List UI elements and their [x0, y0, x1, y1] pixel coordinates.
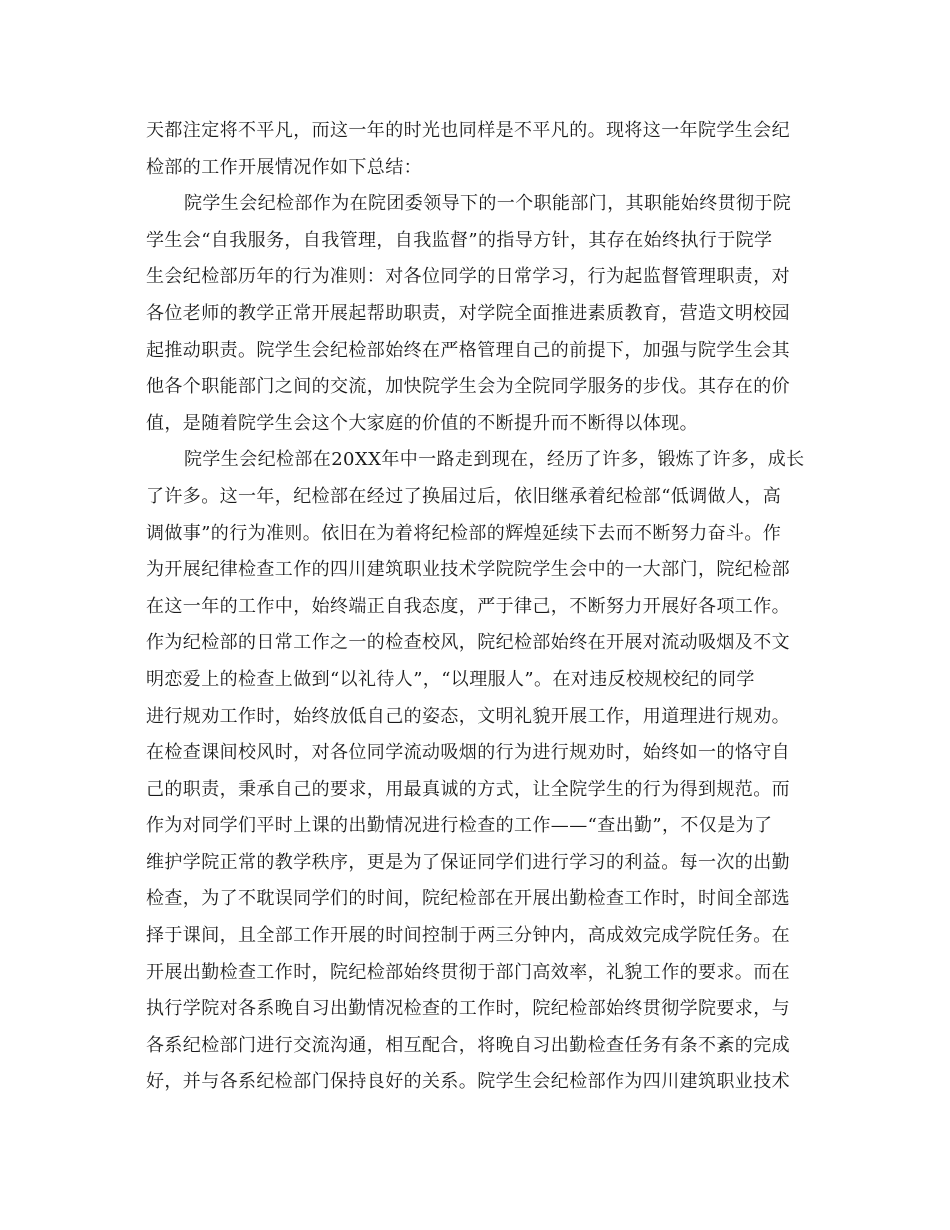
text-line: 调做事”的行为准则。依旧在为着将纪检部的辉煌延续下去而不断努力奋斗。作	[146, 522, 782, 544]
text-line: 检查，为了不耽误同学们的时间，院纪检部在开展出勤检查工作时，时间全部选	[146, 888, 790, 910]
paragraph-1	[146, 113, 802, 186]
text-line: 执行学院对各系晚自习出勤情况检查的工作时，院纪检部始终贯彻学院要求，与	[146, 998, 790, 1020]
text-line: 生会纪检部历年的行为准则：对各位同学的日常学习，行为起监督管理职责，对	[146, 266, 790, 288]
text-line: 己的职责，秉承自己的要求，用最真诚的方式，让全院学生的行为得到规范。而	[146, 778, 790, 800]
document-body	[146, 113, 805, 1101]
text-line: 在这一年的工作中，始终端正自我态度，严于律己，不断努力开展好各项工作。	[146, 595, 790, 617]
text-line: 检部的工作开展情况作如下总结：	[146, 156, 422, 178]
text-line: 维护学院正常的教学秩序，更是为了保证同学们进行学习的利益。每一次的出勤	[146, 851, 790, 873]
text-line: 进行规劝工作时，始终放低自己的姿态，文明礼貌开展工作，用道理进行规劝。	[146, 705, 790, 727]
text-line: 各系纪检部门进行交流沟通，相互配合，将晚自习出勤检查任务有条不紊的完成	[146, 1034, 790, 1056]
text-line: 作为纪检部的日常工作之一的检查校风，院纪检部始终在开展对流动吸烟及不文	[146, 632, 790, 654]
text-line: 学生会“自我服务，自我管理，自我监督”的指导方针，其存在始终执行于院学	[146, 229, 773, 251]
text-line: 天都注定将不平凡，而这一年的时光也同样是不平凡的。现将这一年院学生会纪	[146, 120, 790, 141]
text-line: 开展出勤检查工作时，院纪检部始终贯彻于部门高效率，礼貌工作的要求。而在	[146, 961, 790, 983]
text-line: 作为对同学们平时上课的出勤情况进行检查的工作——“查出勤”，不仅是为了	[146, 815, 773, 837]
text-line: 各位老师的教学正常开展起帮助职责，对学院全面推进素质教育，营造文明校园	[146, 302, 790, 324]
text-line: 院学生会纪检部在20XX年中一路走到现在，经历了许多，锻炼了许多，成长	[184, 449, 805, 471]
paragraph-2	[146, 186, 802, 442]
text-line: 了许多。这一年，纪检部在经过了换届过后，依旧继承着纪检部“低调做人，高	[146, 485, 782, 507]
text-line: 起推动职责。院学生会纪检部始终在严格管理自己的前提下，加强与院学生会其	[146, 339, 790, 361]
text-line: 好，并与各系纪检部门保持良好的关系。院学生会纪检部作为四川建筑职业技术	[146, 1071, 790, 1093]
text-line: 择于课间，且全部工作开展的时间控制于两三分钟内，高成效完成学院任务。在	[146, 925, 790, 947]
text-line: 为开展纪律检查工作的四川建筑职业技术学院院学生会中的一大部门，院纪检部	[146, 559, 790, 581]
text-line: 他各个职能部门之间的交流，加快院学生会为全院同学服务的步伐。其存在的价	[146, 376, 790, 398]
text-line: 在检查课间校风时，对各位同学流动吸烟的行为进行规劝时，始终如一的恪守自	[146, 742, 790, 764]
paragraph-3	[146, 442, 805, 1101]
text-line: 值，是随着院学生会这个大家庭的价值的不断提升而不断得以体现。	[146, 412, 698, 434]
text-line: 院学生会纪检部作为在院团委领导下的一个职能部门，其职能始终贯彻于院	[184, 193, 792, 215]
text-line: 明恋爱上的检查上做到“以礼待人”，“以理服人”。在对违反校规校纪的同学	[146, 668, 755, 690]
